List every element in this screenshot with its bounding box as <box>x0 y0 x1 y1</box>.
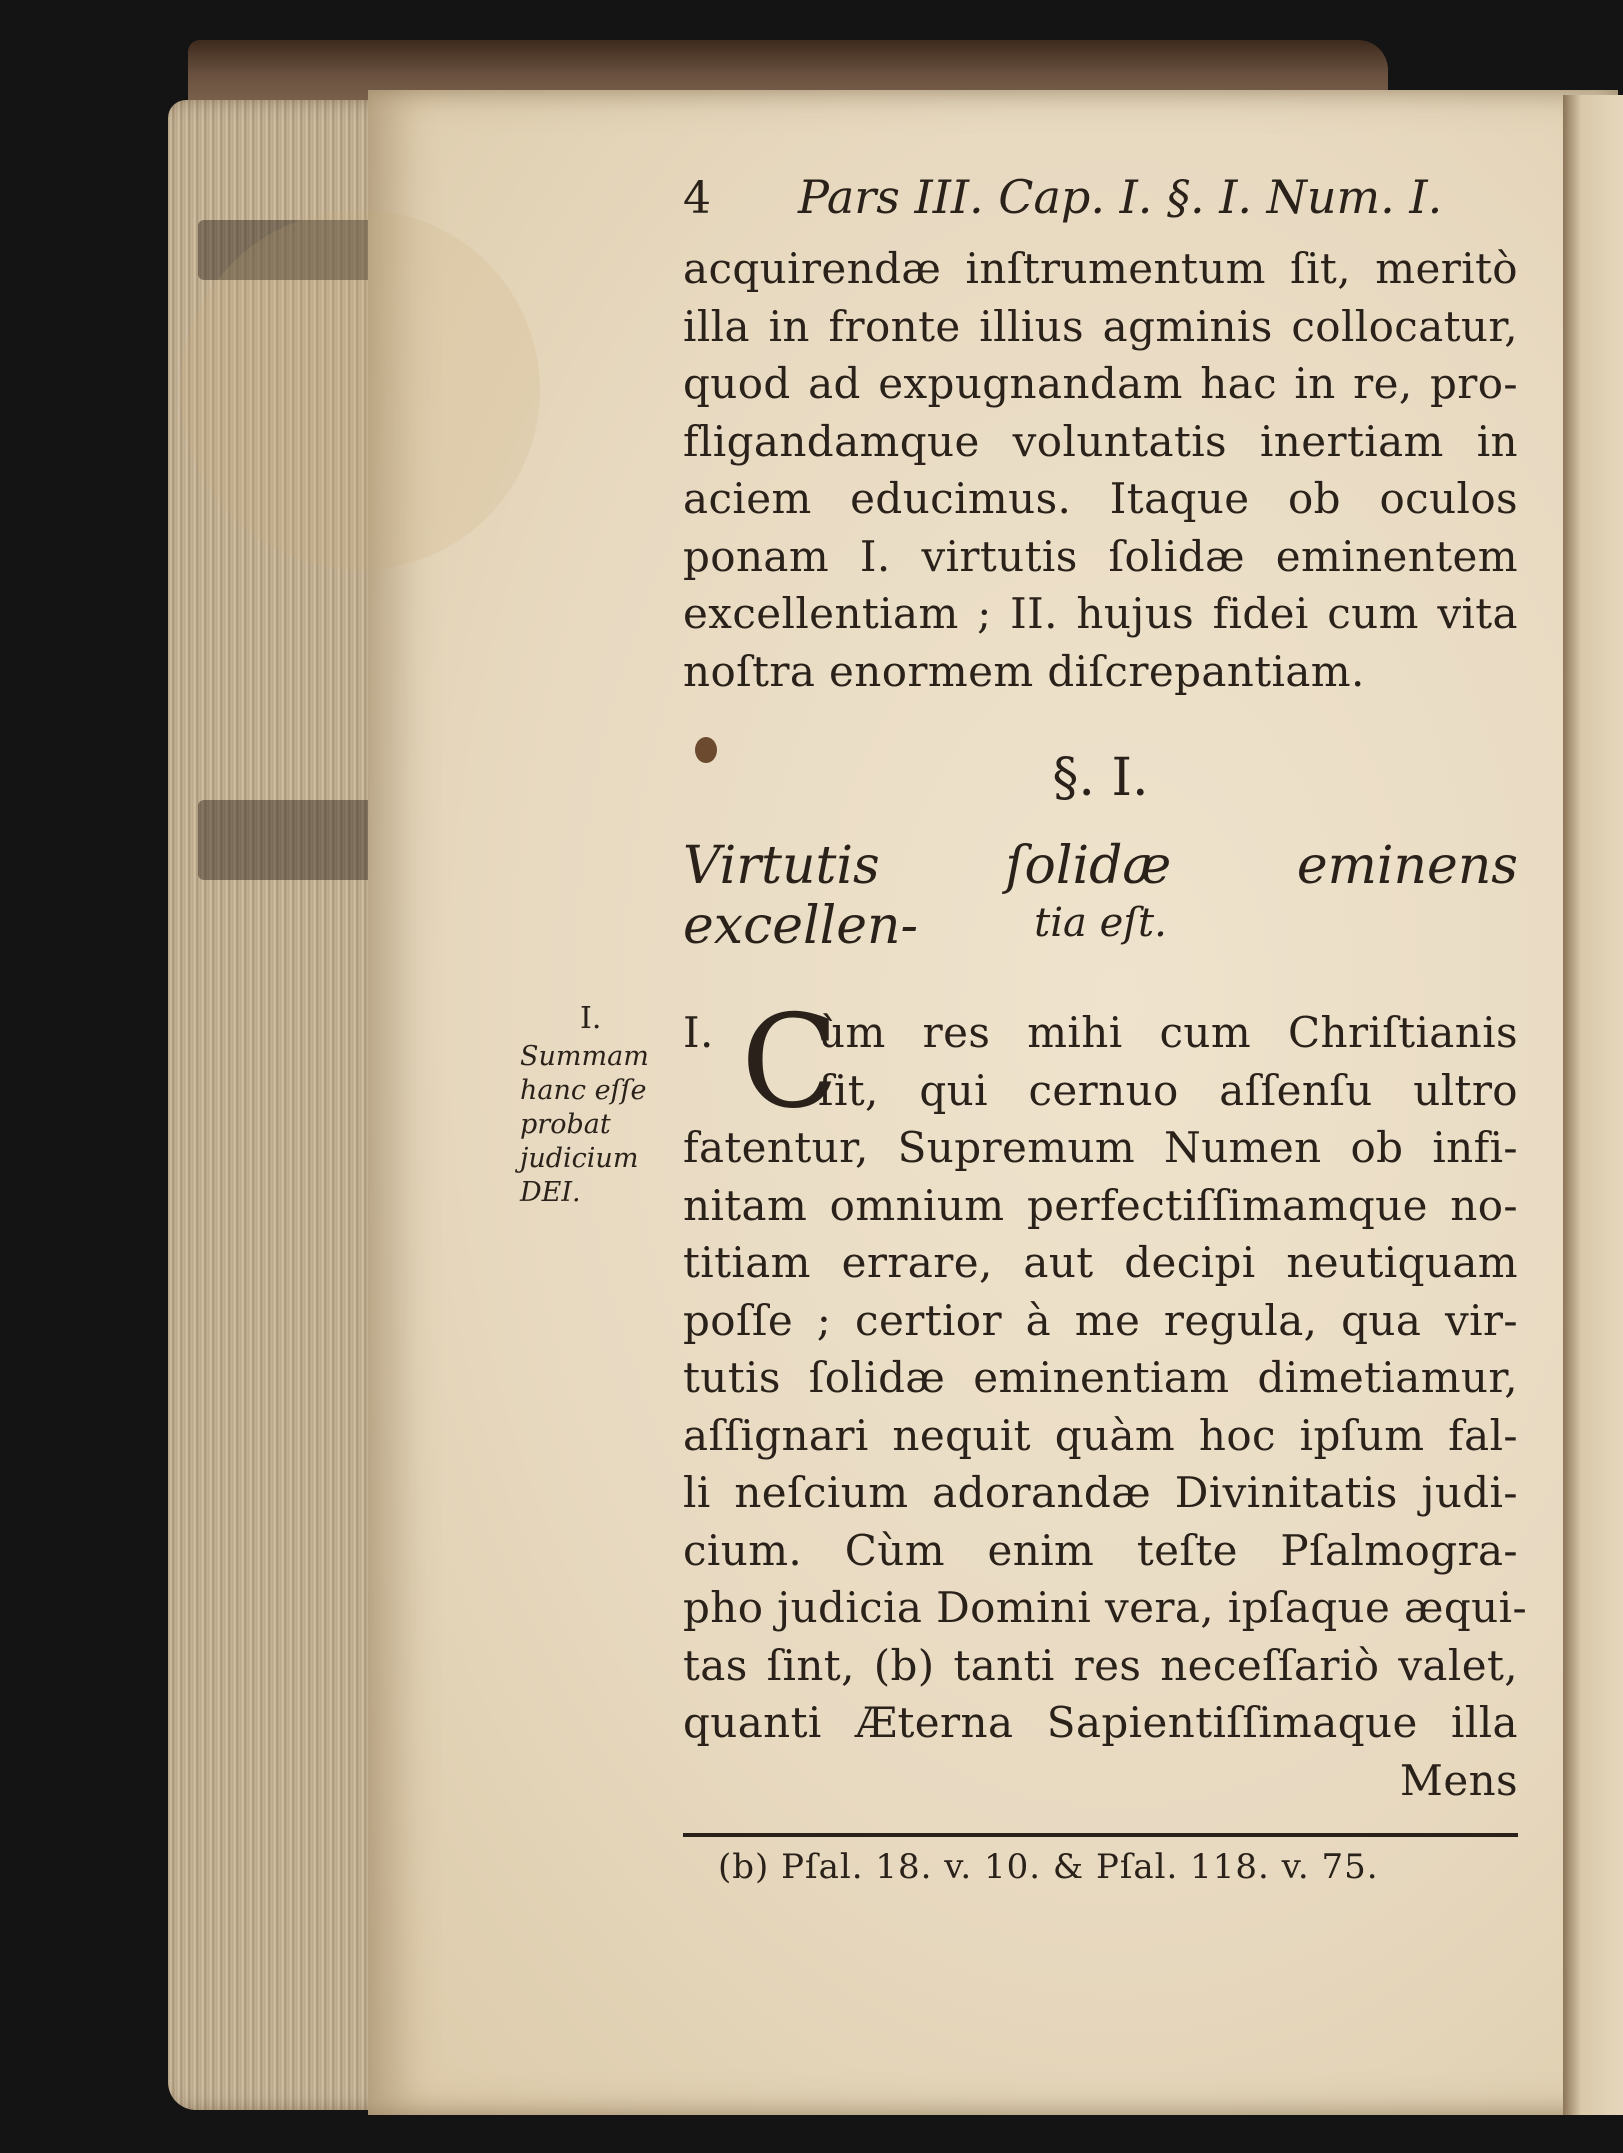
page-stain <box>180 210 540 570</box>
text-line: tas ſint, (b) tanti res neceſſariò valet, <box>683 1640 1518 1690</box>
drop-cap: C <box>741 988 839 1137</box>
text-line-content: ùm res mihi cum Chriſtianis <box>818 1008 1518 1057</box>
text-line: cium. Cùm enim teſte Pſalmogra- <box>683 1525 1518 1575</box>
marginal-line: probat <box>520 1109 611 1140</box>
text-line: fatentur, Supremum Numen ob infi- <box>683 1123 1518 1172</box>
running-head: Pars III. Cap. I. §. I. Num. I. <box>798 170 1443 224</box>
facing-page-edge <box>1563 95 1623 2115</box>
running-header <box>683 170 1518 240</box>
marginal-line: DEI. <box>520 1177 581 1208</box>
text-line: ponam I. virtutis ſolidæ eminentem <box>683 531 1518 581</box>
marginal-number: I. <box>580 1001 602 1036</box>
section-mark: §. I. <box>1052 748 1149 808</box>
section-title-continued: tia eſt. <box>1034 900 1167 946</box>
text-line: poſſe ; certior à me regula, qua vir- <box>683 1295 1518 1345</box>
marginal-note <box>520 1002 660 1210</box>
footnote: (b) Pſal. 18. v. 10. & Pſal. 118. v. 75. <box>718 1847 1379 1887</box>
text-line: nitam omnium perfectiſſimamque no- <box>683 1180 1518 1230</box>
text-line: pho judicia Domini vera, ipſaque æqui- <box>683 1583 1528 1632</box>
page-number: 4 <box>683 173 711 224</box>
catchword: Mens <box>1399 1755 1518 1805</box>
text-line: quod ad expugnandam hac in re, pro- <box>683 359 1518 408</box>
text-line: noſtra enormem diſcrepantiam. <box>683 646 1365 696</box>
text-line: illa in fronte illius agminis collocatur, <box>683 301 1518 351</box>
text-line: titiam errare, aut decipi neutiquam <box>683 1238 1518 1287</box>
text-line: tutis ſolidæ eminentiam dimetiamur, <box>683 1353 1518 1402</box>
paragraph-number: I. <box>683 1008 714 1057</box>
section-title: Virtutis ſolidæ eminens excellen- <box>683 836 1518 956</box>
footnote-rule <box>683 1833 1518 1837</box>
text-line: quanti Æterna Sapientiſſimaque illa <box>683 1698 1518 1747</box>
text-line: aſſignari nequit quàm hoc ipſum fal- <box>683 1410 1518 1460</box>
text-line: li neſcium adorandæ Divinitatis judi- <box>683 1468 1518 1517</box>
text-line: excellentiam ; II. hujus fidei cum vita <box>683 589 1518 638</box>
marginal-line: hanc eſſe <box>520 1075 647 1106</box>
text-line: aciem educimus. Itaque ob oculos <box>683 474 1518 523</box>
text-line: acquirendæ inſtrumentum ſit, meritò <box>683 244 1518 293</box>
marginal-line: Summam <box>520 1041 649 1072</box>
paragraph-opening <box>683 988 1518 1137</box>
text-line: ſit, qui cernuo aſſenſu ultro <box>818 1065 1518 1115</box>
text-block <box>683 170 1528 1887</box>
marginal-line: judicium <box>520 1143 639 1174</box>
text-line: fligandamque voluntatis inertiam in <box>683 416 1518 466</box>
